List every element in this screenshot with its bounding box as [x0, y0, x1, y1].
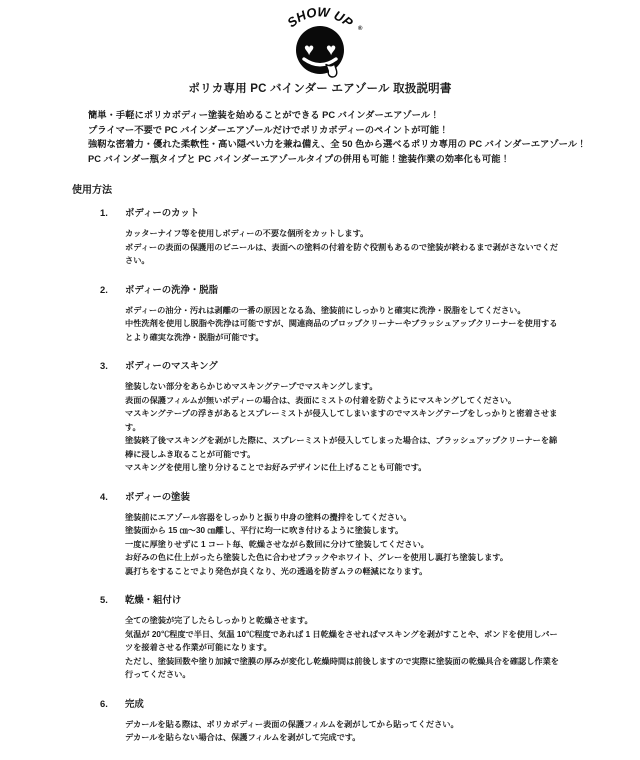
step-title: 完成	[125, 697, 144, 709]
intro-line: プライマー不要で PC バインダーエアゾールだけでポリカボディーのペイントが可能！	[88, 124, 449, 135]
step-body	[125, 380, 563, 475]
step-body	[125, 511, 563, 579]
step-body	[125, 718, 563, 745]
step-item-6	[100, 697, 568, 745]
intro-line: PC バインダー瓶タイプと PC バインダーエアゾールタイプの併用も可能！塗装作業の効率化も可能！	[88, 153, 510, 164]
step-heading	[100, 490, 568, 503]
step-line: 表面の保護フィルムが無いボディーの場合は、表面にミストの付着を防ぐようにマスキングしてください。	[125, 395, 517, 405]
step-line: マスキングテープの浮きがあるとスプレーミストが侵入してしまいますのでマスキングテープをしっかりと密着させます。	[125, 409, 558, 432]
step-item-1	[100, 206, 568, 268]
step-heading	[100, 206, 568, 219]
step-number: 3.	[100, 360, 108, 371]
step-heading	[100, 359, 568, 372]
step-title: ボディーのマスキング	[125, 360, 218, 371]
step-line: ボディーの表面の保護用のビニールは、表面への塗料の付着を防ぐ役割もあるので塗装が終わるまで剥がさないでください。	[125, 242, 559, 265]
step-line: 中性洗剤を使用し脱脂や洗浄は可能ですが、関連商品のプロップクリーナーやブラッシュアップクリーナーを使用するとより確実な洗浄・脱脂が可能です。	[125, 319, 558, 342]
step-line: 一度に厚塗りせずに 1 コート毎、乾燥させながら数回に分けて塗装してください。	[125, 539, 429, 549]
step-number: 4.	[100, 490, 108, 502]
step-number: 6.	[100, 697, 108, 709]
step-title: ボディーのカット	[125, 207, 200, 218]
step-item-3	[100, 359, 568, 475]
step-line: 塗装終了後マスキングを剥がした際に、スプレーミストが侵入してしまった場合は、ブラッシュアップクリーナーを綿棒に浸しふき取ることが可能です。	[125, 436, 558, 459]
usage-steps-list	[100, 206, 568, 760]
step-number: 2.	[100, 283, 108, 295]
step-line: ただし、塗装回数や塗り加減で塗膜の厚みが変化し乾燥時間は前後しますので実際に塗装面の乾燥具合を確認し作業を行ってください。	[125, 656, 559, 679]
step-line: ボディーの油分・汚れは剥離の一番の原因となる為、塗装前にしっかりと確実に洗浄・脱脂をしてください。	[125, 305, 526, 315]
step-item-4	[100, 490, 568, 579]
step-line: お好みの色に仕上がったら塗装した色に合わせブラックやホワイト、グレーを使用し裏打ち塗装します。	[125, 553, 509, 562]
step-body	[125, 227, 563, 268]
heart-eye-left: ♥	[303, 40, 315, 59]
step-title: ボディーの洗浄・脱脂	[125, 283, 218, 295]
step-heading	[100, 283, 568, 296]
step-line: 塗装前にエアゾール容器をしっかりと振り中身の塗料の攪拌をしてください。	[125, 512, 412, 522]
step-line: デカールを貼らない場合は、保護フィルムを剥がして完成です。	[125, 733, 361, 742]
registered-mark: ®	[358, 26, 363, 32]
step-line: 塗装しない部分をあらかじめマスキングテープでマスキングします。	[125, 382, 378, 391]
step-line: カッターナイフ等を使用しボディーの不要な個所をカットします。	[125, 229, 369, 238]
tongue	[326, 64, 337, 77]
step-item-5	[100, 593, 568, 682]
smiley-face-icon	[296, 26, 344, 77]
step-title: ボディーの塗装	[125, 490, 190, 502]
brand-arc-text: SHOW UP	[284, 4, 356, 31]
show-up-logo	[258, 4, 382, 83]
step-body	[125, 304, 563, 345]
step-line: マスキングを使用し塗り分けることでお好みデザインに仕上げることも可能です。	[125, 463, 427, 472]
intro-paragraph	[88, 108, 587, 166]
usage-section-heading: 使用方法	[72, 185, 112, 196]
step-line: 塗装面から 15 ㎝～30 ㎝離し、平行に均一に吹き付けるように塗装します。	[125, 526, 404, 535]
step-line: デカールを貼る際は、ポリカボディー表面の保護フィルムを剥がしてから貼ってください。	[125, 719, 459, 729]
step-heading	[100, 593, 568, 606]
step-body	[125, 614, 563, 682]
intro-line: 強靭な密着力・優れた柔軟性・高い隠ぺい力を兼ね備え、全 50 色から選べるポリカ専用の PC バインダーエアゾール！	[88, 139, 587, 150]
step-heading	[100, 697, 568, 710]
step-title: 乾燥・組付け	[125, 594, 182, 605]
step-item-2	[100, 283, 568, 345]
show-up-logo-svg	[258, 4, 382, 78]
step-line: 全ての塗装が完了したらしっかりと乾燥させます。	[125, 616, 313, 625]
step-number: 1.	[100, 207, 108, 218]
intro-line: 簡単・手軽にポリカボディー塗装を始めることができる PC バインダーエアゾール！	[88, 110, 440, 120]
page-title: ポリカ専用 PC バインダー エアゾール 取扱説明書	[188, 83, 452, 95]
step-line: 裏打ちをすることでより発色が良くなり、光の透過を防ぎムラの軽減になります。	[125, 566, 428, 576]
heart-eye-right: ♥	[325, 40, 337, 59]
step-line: 気温が 20℃程度で半日、気温 10℃程度であれば 1 日乾燥をさせればマスキングを剥がすことや、ボンドを使用しパーツを接着させる作業が可能になります。	[125, 629, 558, 652]
step-number: 5.	[100, 594, 108, 605]
